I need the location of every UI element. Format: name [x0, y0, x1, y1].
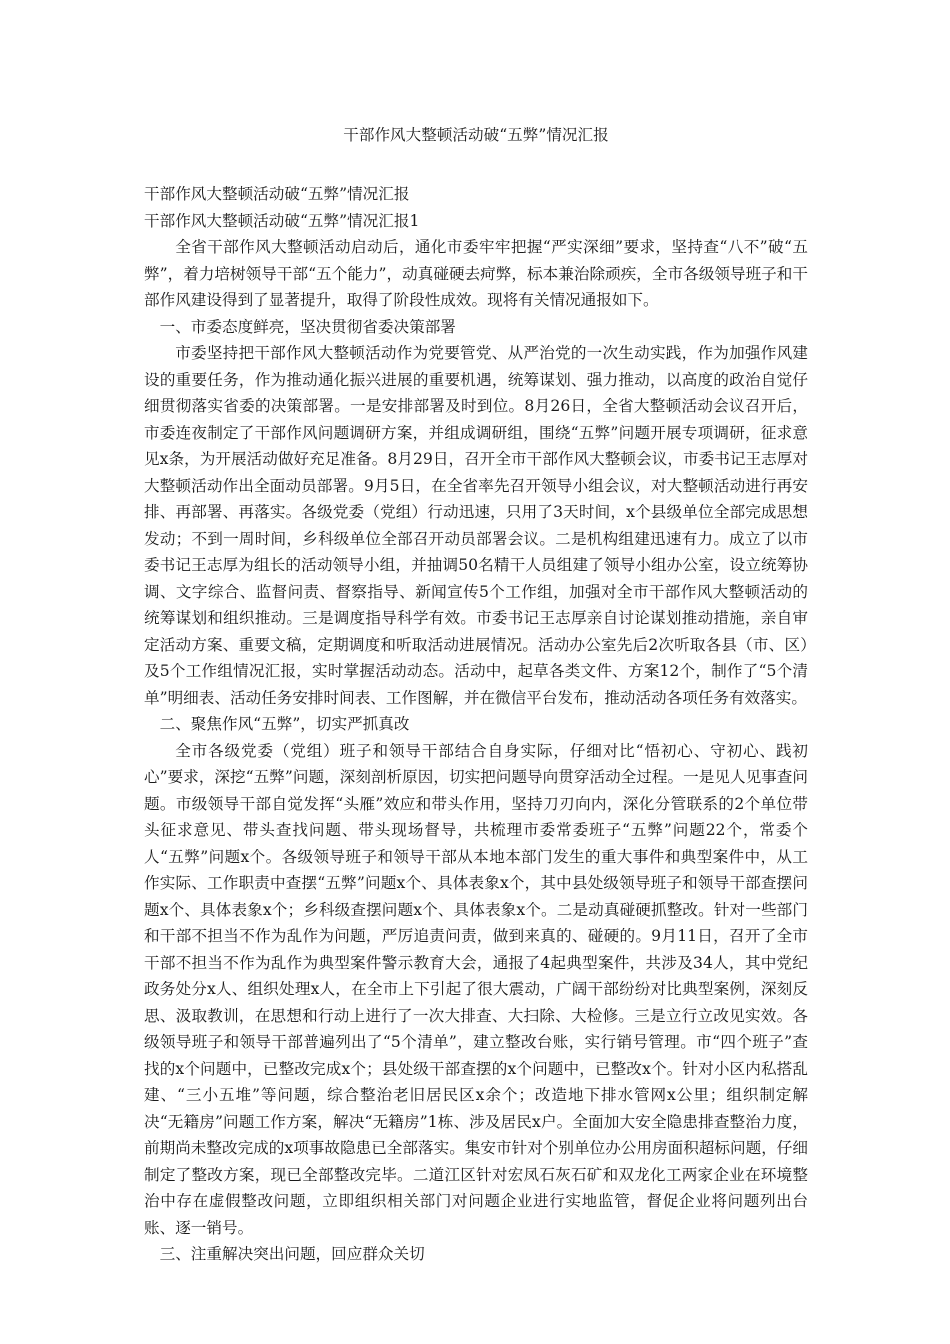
section-paragraph-1: 市委坚持把干部作风大整顿活动作为党要管党、从严治党的一次生动实践，作为加强作风建设的重要任务，作为推动通化振兴进展的重要机遇，统筹谋划、强力推动，以高度的政治自觉仔细贯彻落实省委的决策部署。一是安排部署及时到位。8月26日，全省大整顿活动会议召开后，市委连夜制定了干部作风问题调研方案，并组成调研组，围绕“五弊”问题开展专项调研，征求意见x条，为开展活动做好充足准备。8月29日，召开全市干部作风大整顿会议，市委书记王志厚对大整顿活动作出全面动员部署。9月5日，在全省率先召开领导小组会议，对大整顿活动进行再安排、再部署、再落实。各级党委（党组）行动迅速，只用了3天时间，x个县级单位全部完成思想发动；不到一周时间，乡科级单位全部召开动员部署会议。二是机构组建迅速有力。成立了以市委书记王志厚为组长的活动领导小组，并抽调50名精干人员组建了领导小组办公室，设立统筹协调、文字综合、监督问责、督察指导、新闻宣传5个工作组，加强对全市干部作风大整顿活动的统筹谋划和组织推动。三是调度指导科学有效。市委书记王志厚亲自讨论谋划推动措施，亲自审定活动方案、重要文稿，定期调度和听取活动进展情况。活动办公室先后2次听取各县（市、区）及5个工作组情况汇报，实时掌握活动动态。活动中，起草各类文件、方案12个，制作了“5个清单”明细表、活动任务安排时间表、工作图解，并在微信平台发布，推动活动各项任务有效落实。 — [144, 344, 808, 707]
section-paragraph-2: 全市各级党委（党组）班子和领导干部结合自身实际，仔细对比“悟初心、守初心、践初心”要求，深挖“五弊”问题，深刻剖析原因，切实把问题导向贯穿活动全过程。一是见人见事查问题。市级领导干部自觉发挥“头雁”效应和带头作用，坚持刀刃向内，深化分管联系的2个单位带头征求意见、带头查找问题、带头现场督导，共梳理市委常委班子“五弊”问题22个，常委个人“五弊”问题x个。各级领导班子和领导干部从本地本部门发生的重大事件和典型案件中，从工作实际、工作职责中查摆“五弊”问题x个、具体表象x个，其中县处级领导班子和领导干部查摆问题x个、具体表象x个；乡科级查摆问题x个、具体表象x个。二是动真碰硬抓整改。针对一些部门和干部不担当不作为乱作为问题，严厉追责问责，做到来真的、碰硬的。9月11日，召开了全市干部不担当不作为乱作为典型案件警示教育大会，通报了4起典型案件，共涉及34人，其中党纪政务处分x人、组织处理x人，在全市上下引起了很大震动，广阔干部纷纷对比典型案例，深刻反思、汲取教训，在思想和行动上进行了一次大排查、大扫除、大检修。三是立行立改见实效。各级领导班子和领导干部普遍列出了“5个清单”，建立整改台账，实行销号管理。市“四个班子”查找的x个问题中，已整改完成x个；县处级干部查摆的x个问题中，已整改x个。针对小区内私搭乱建、“三小五堆”等问题，综合整治老旧居民区x余个；改造地下排水管网x公里；组织制定解决“无籍房”问题工作方案，解决“无籍房”1栋、涉及居民x户。全面加大安全隐患排查整治力度，前期尚未整改完成的x项事故隐患已全部落实。集安市针对个别单位办公用房面积超标问题，仔细制定了整改方案，现已全部整改完毕。二道江区针对宏凤石灰石矿和双龙化工两家企业在环境整治中存在虚假整改问题，立即组织相关部门对问题企业进行实地监管，督促企业将问题列出台账、逐一销号。 — [144, 741, 808, 1237]
section-heading-2: 二、聚焦作风“五弊”，切实严抓真改 — [159, 715, 410, 733]
document-subtitle-numbered: 干部作风大整顿活动破“五弊”情况汇报1 — [144, 211, 420, 230]
document-page — [144, 122, 808, 1268]
document-title: 干部作风大整顿活动破“五弊”情况汇报 — [343, 126, 609, 144]
document-subtitle: 干部作风大整顿活动破“五弊”情况汇报 — [144, 185, 410, 203]
section-heading-1: 一、市委态度鲜亮，坚决贯彻省委决策部署 — [159, 317, 456, 336]
intro-paragraph: 全省干部作风大整顿活动启动后，通化市委牢牢把握“严实深细”要求，坚持查“八不”破“五弊”，着力培树领导干部“五个能力”，动真碰硬去疴弊，标本兼治除顽疾，全市各级领导班子和干部作风建设得到了显著提升，取得了阶段性成效。现将有关情况通报如下。 — [144, 238, 808, 309]
section-heading-3: 三、注重解决突出问题，回应群众关切 — [159, 1245, 425, 1263]
